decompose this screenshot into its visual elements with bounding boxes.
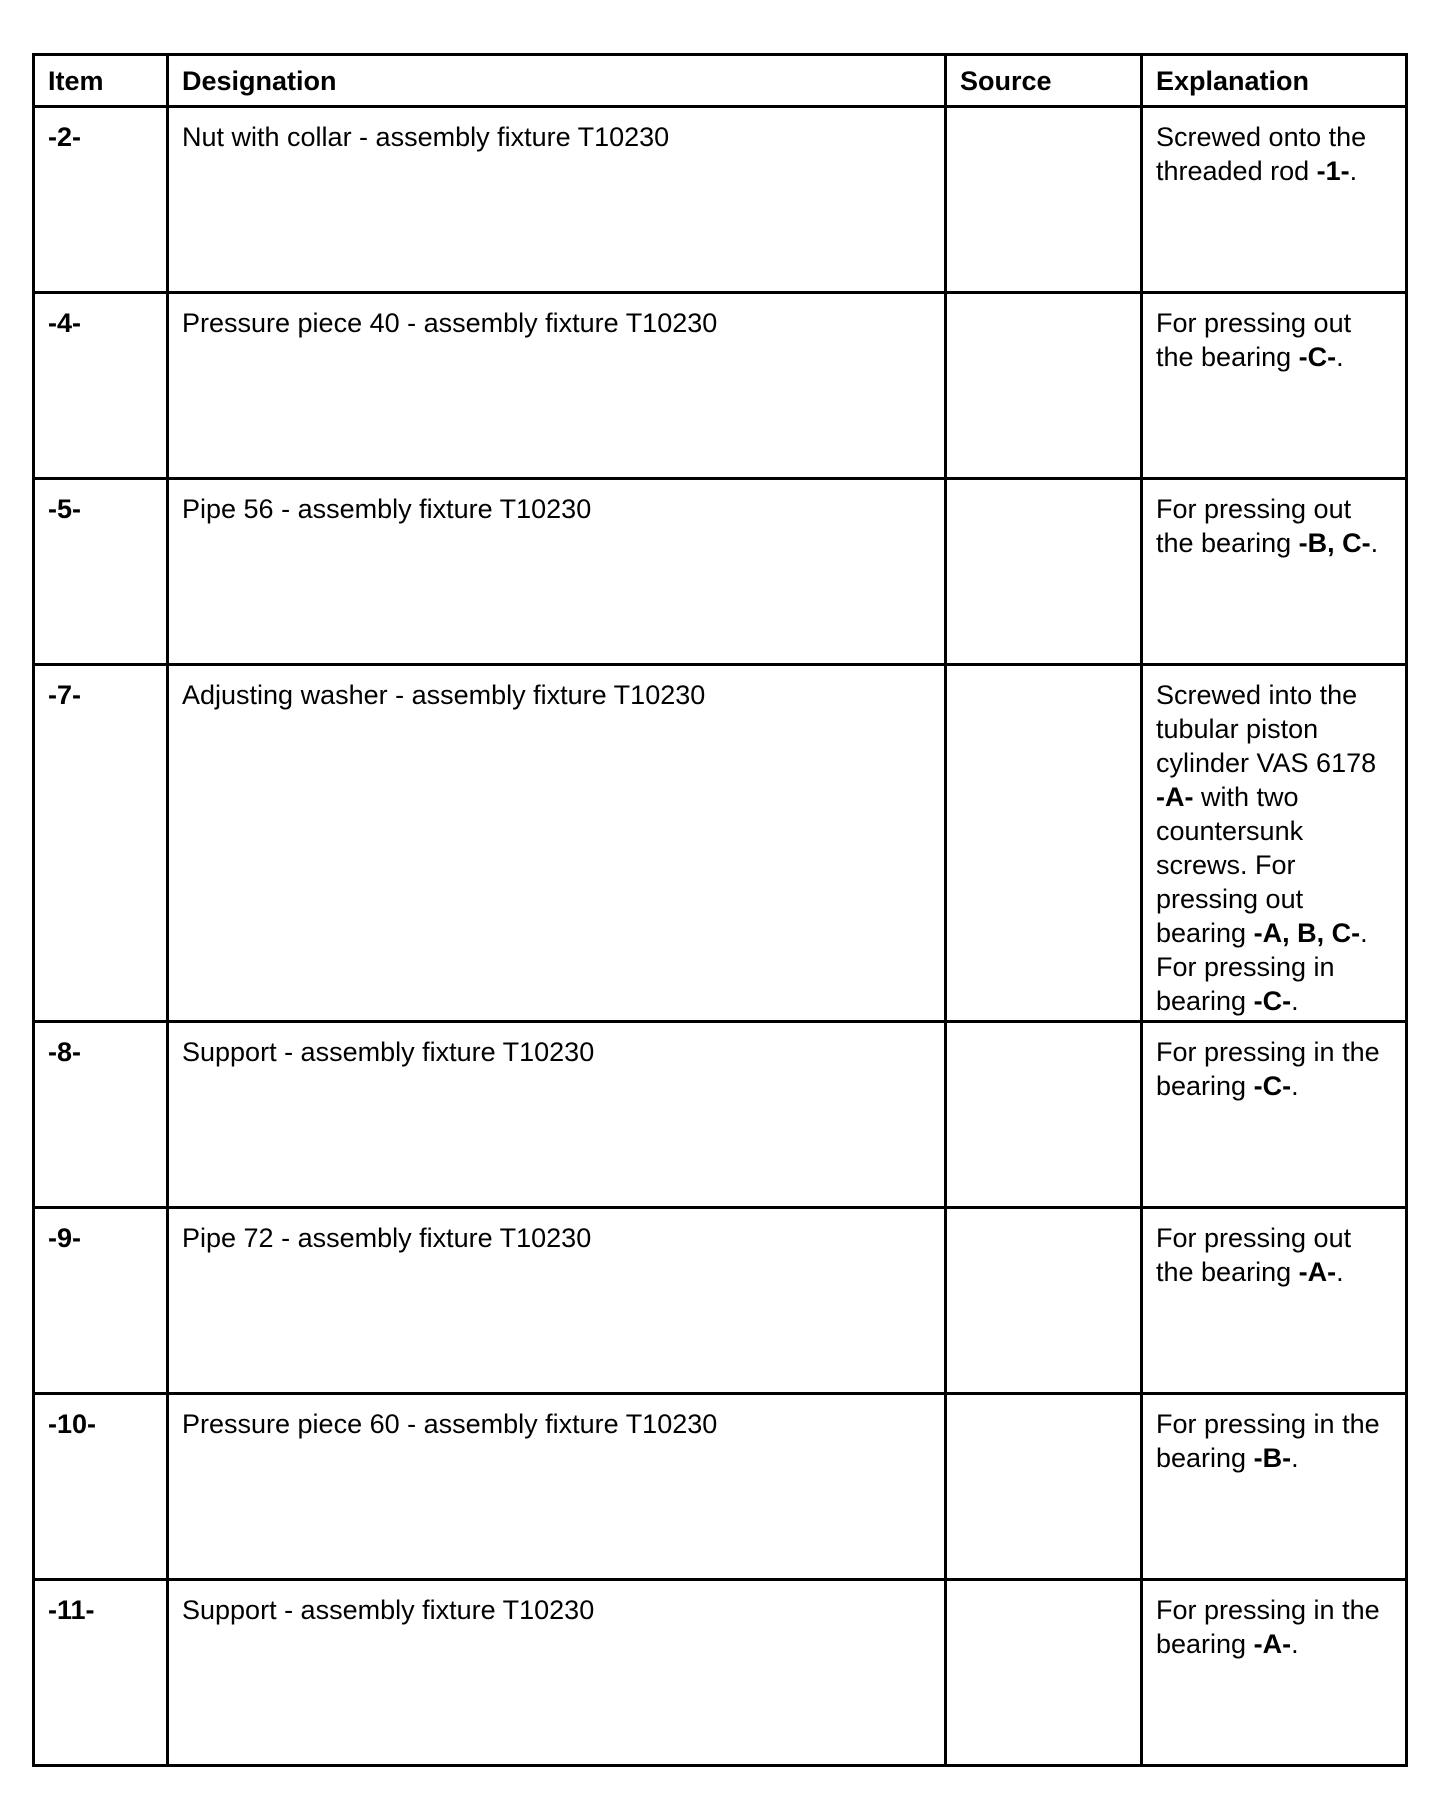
- reference-label: -A-: [1253, 1629, 1292, 1659]
- explanation-text: Screwed onto the threaded rod: [1156, 122, 1367, 186]
- item-cell: -11-: [34, 1580, 168, 1766]
- explanation-cell: [1142, 1208, 1407, 1394]
- explanation-cell: [1142, 1580, 1407, 1766]
- explanation-text: .: [1349, 156, 1358, 186]
- explanation-text: For pressing in the bearing: [1156, 1409, 1380, 1473]
- designation-cell: Pressure piece 40 - assembly fixture T10230: [168, 293, 946, 479]
- designation-cell: Pressure piece 60 - assembly fixture T10230: [168, 1394, 946, 1580]
- designation-cell: Pipe 72 - assembly fixture T10230: [168, 1208, 946, 1394]
- explanation-text: .: [1291, 1443, 1299, 1473]
- explanation-text: .: [1291, 1629, 1299, 1659]
- header-item: Item: [34, 55, 168, 107]
- explanation-text: For pressing in the bearing: [1156, 1037, 1380, 1101]
- table-row: [34, 665, 1407, 1022]
- source-cell: [946, 107, 1142, 293]
- table-row: [34, 1208, 1407, 1394]
- explanation-text: .: [1291, 1071, 1299, 1101]
- source-cell: [946, 293, 1142, 479]
- reference-label: -A, B, C-: [1253, 918, 1361, 948]
- table-row: [34, 1580, 1407, 1766]
- source-cell: [946, 479, 1142, 665]
- item-cell: -7-: [34, 665, 168, 1022]
- reference-label: -B, C-: [1298, 528, 1371, 558]
- table-body: [34, 107, 1407, 1766]
- reference-label: -C-: [1298, 342, 1337, 372]
- explanation-text: .: [1336, 342, 1344, 372]
- explanation-text: For pressing in the bearing: [1156, 1595, 1380, 1659]
- table-row: [34, 107, 1407, 293]
- explanation-text: For pressing out the bearing: [1156, 494, 1352, 558]
- item-cell: -4-: [34, 293, 168, 479]
- designation-cell: Adjusting washer - assembly fixture T10230: [168, 665, 946, 1022]
- header-source: Source: [946, 55, 1142, 107]
- parts-table: [32, 53, 1408, 1767]
- item-cell: -10-: [34, 1394, 168, 1580]
- item-cell: -2-: [34, 107, 168, 293]
- source-cell: [946, 1580, 1142, 1766]
- explanation-cell: [1142, 665, 1407, 1022]
- reference-label: -1-: [1316, 156, 1350, 186]
- designation-cell: Support - assembly fixture T10230: [168, 1580, 946, 1766]
- explanation-cell: [1142, 1394, 1407, 1580]
- reference-label: -A-: [1156, 782, 1194, 812]
- explanation-text: .: [1291, 986, 1299, 1016]
- designation-cell: Pipe 56 - assembly fixture T10230: [168, 479, 946, 665]
- explanation-text: Screwed into the tubular piston cylinder VAS 6178: [1156, 680, 1377, 778]
- explanation-text: .: [1370, 528, 1379, 558]
- designation-cell: Support - assembly fixture T10230: [168, 1022, 946, 1208]
- table-row: [34, 1394, 1407, 1580]
- explanation-text: . For pressing in bearing: [1156, 918, 1368, 1016]
- explanation-text: For pressing out the bearing: [1156, 1223, 1352, 1287]
- designation-cell: Nut with collar - assembly fixture T10230: [168, 107, 946, 293]
- table-header: [34, 55, 1407, 107]
- header-explanation: Explanation: [1142, 55, 1407, 107]
- source-cell: [946, 665, 1142, 1022]
- explanation-cell: [1142, 293, 1407, 479]
- explanation-text: .: [1336, 1257, 1344, 1287]
- item-cell: -9-: [34, 1208, 168, 1394]
- source-cell: [946, 1022, 1142, 1208]
- item-cell: -5-: [34, 479, 168, 665]
- reference-label: -C-: [1253, 986, 1292, 1016]
- item-cell: -8-: [34, 1022, 168, 1208]
- explanation-cell: [1142, 479, 1407, 665]
- explanation-cell: [1142, 1022, 1407, 1208]
- explanation-cell: [1142, 107, 1407, 293]
- explanation-text: with two countersunk screws. For pressing out bearing: [1156, 782, 1304, 948]
- table-row: [34, 479, 1407, 665]
- reference-label: -B-: [1253, 1443, 1292, 1473]
- source-cell: [946, 1208, 1142, 1394]
- source-cell: [946, 1394, 1142, 1580]
- header-row: [34, 55, 1407, 107]
- table-row: [34, 293, 1407, 479]
- explanation-text: For pressing out the bearing: [1156, 308, 1352, 372]
- header-designation: Designation: [168, 55, 946, 107]
- table-row: [34, 1022, 1407, 1208]
- reference-label: -A-: [1298, 1257, 1337, 1287]
- reference-label: -C-: [1253, 1071, 1292, 1101]
